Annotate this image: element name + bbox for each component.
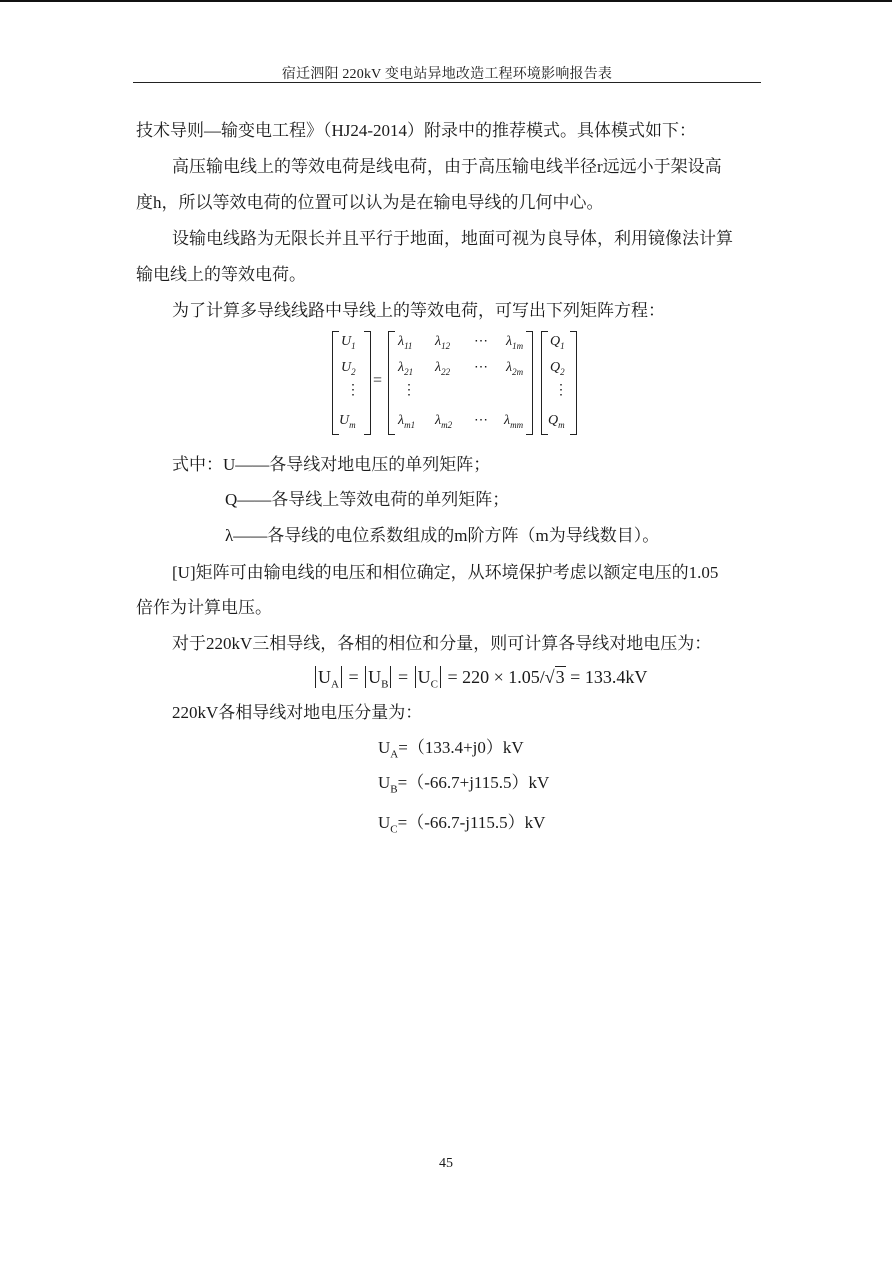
paragraph-line: 输电线上的等效电荷。 xyxy=(136,265,306,284)
component-uc: $U_C=(-66.7-j115.5)kV$ xyxy=(378,813,546,836)
paragraph-line: 技术导则—输变电工程》（HJ24-2014）附录中的推荐模式。具体模式如下： xyxy=(136,121,697,140)
u-vdots: ⋮ xyxy=(346,383,360,398)
lambda-entry: $\lambda_{1m}$ xyxy=(506,334,524,351)
lambda-left-bracket xyxy=(388,331,395,435)
lambda-entry: $\lambda_{12}$ xyxy=(435,334,451,351)
q-right-bracket xyxy=(570,331,577,435)
lambda-hdots: ⋯ xyxy=(474,413,488,428)
q-entry: $Q_m$ xyxy=(548,413,565,430)
q-vdots: ⋮ xyxy=(554,383,568,398)
lambda-hdots: ⋯ xyxy=(474,360,488,375)
lambda-right-bracket xyxy=(526,331,533,435)
definition-lambda: λ——各导线的电位系数组成的m阶方阵（m为导线数目）。 xyxy=(225,526,660,545)
header-title: 宿迁泗阳 220kV 变电站异地改造工程环境影响报告表 xyxy=(281,67,613,82)
u-entry: $U_2$ xyxy=(341,360,356,377)
q-entry: $Q_1$ xyxy=(550,334,565,351)
lambda-entry: $\lambda_{mm}$ xyxy=(504,413,524,430)
q-left-bracket xyxy=(541,331,548,435)
lambda-hdots: ⋯ xyxy=(474,334,488,349)
u-entry: $U_m$ xyxy=(339,413,356,430)
paragraph-line: 为了计算多导线线路中导线上的等效电荷，可写出下列矩阵方程： xyxy=(172,301,665,320)
paragraph-line: 倍作为计算电压。 xyxy=(136,598,272,617)
definition-q: Q——各导线上等效电荷的单列矩阵； xyxy=(225,490,510,509)
paragraph-line: 对于220kV三相导线，各相的相位和分量，则可计算各导线对地电压为： xyxy=(172,634,712,653)
paragraph-line: 高压输电线上的等效电荷是线电荷，由于高压输电线半径r远远小于架设高 xyxy=(172,157,722,176)
component-ua: $U_A=(133.4+j0)kV$ xyxy=(378,738,524,761)
lambda-vdots: ⋮ xyxy=(402,383,416,398)
lambda-entry: $\lambda_{2m}$ xyxy=(506,360,524,377)
lambda-entry: $\lambda_{m2}$ xyxy=(435,413,453,430)
lambda-entry: $\lambda_{21}$ xyxy=(398,360,414,377)
component-ub: $U_B=(-66.7+j115.5)kV$ xyxy=(378,773,550,796)
q-entry: $Q_2$ xyxy=(550,360,565,377)
u-left-bracket xyxy=(332,331,339,435)
equals-sign: = xyxy=(373,372,383,389)
page-number: 45 xyxy=(439,1156,453,1171)
header-rule xyxy=(133,82,761,83)
lambda-entry: $\lambda_{11}$ xyxy=(398,334,413,351)
paragraph-line: 度h，所以等效电荷的位置可以认为是在输电导线的几何中心。 xyxy=(136,193,604,212)
u-entry: $U_1$ xyxy=(341,334,356,351)
lambda-entry: $\lambda_{m1}$ xyxy=(398,413,416,430)
paragraph-line: 设输电线路为无限长并且平行于地面，地面可视为良导体，利用镜像法计算 xyxy=(172,229,733,248)
u-right-bracket xyxy=(364,331,371,435)
lambda-entry: $\lambda_{22}$ xyxy=(435,360,451,377)
paragraph-line: 220kV各相导线对地电压分量为： xyxy=(172,703,423,722)
definition-u: 式中：U——各导线对地电压的单列矩阵； xyxy=(172,455,491,474)
matrix-equation xyxy=(330,331,580,435)
paragraph-line: [U]矩阵可由输电线的电压和相位确定，从环境保护考虑以额定电压的1.05 xyxy=(172,563,719,582)
page-top-edge xyxy=(0,0,892,2)
voltage-equation: $U_A = U_B = U_C = 220 \times 1.05/√3 = 133.4kV$ xyxy=(313,666,647,691)
